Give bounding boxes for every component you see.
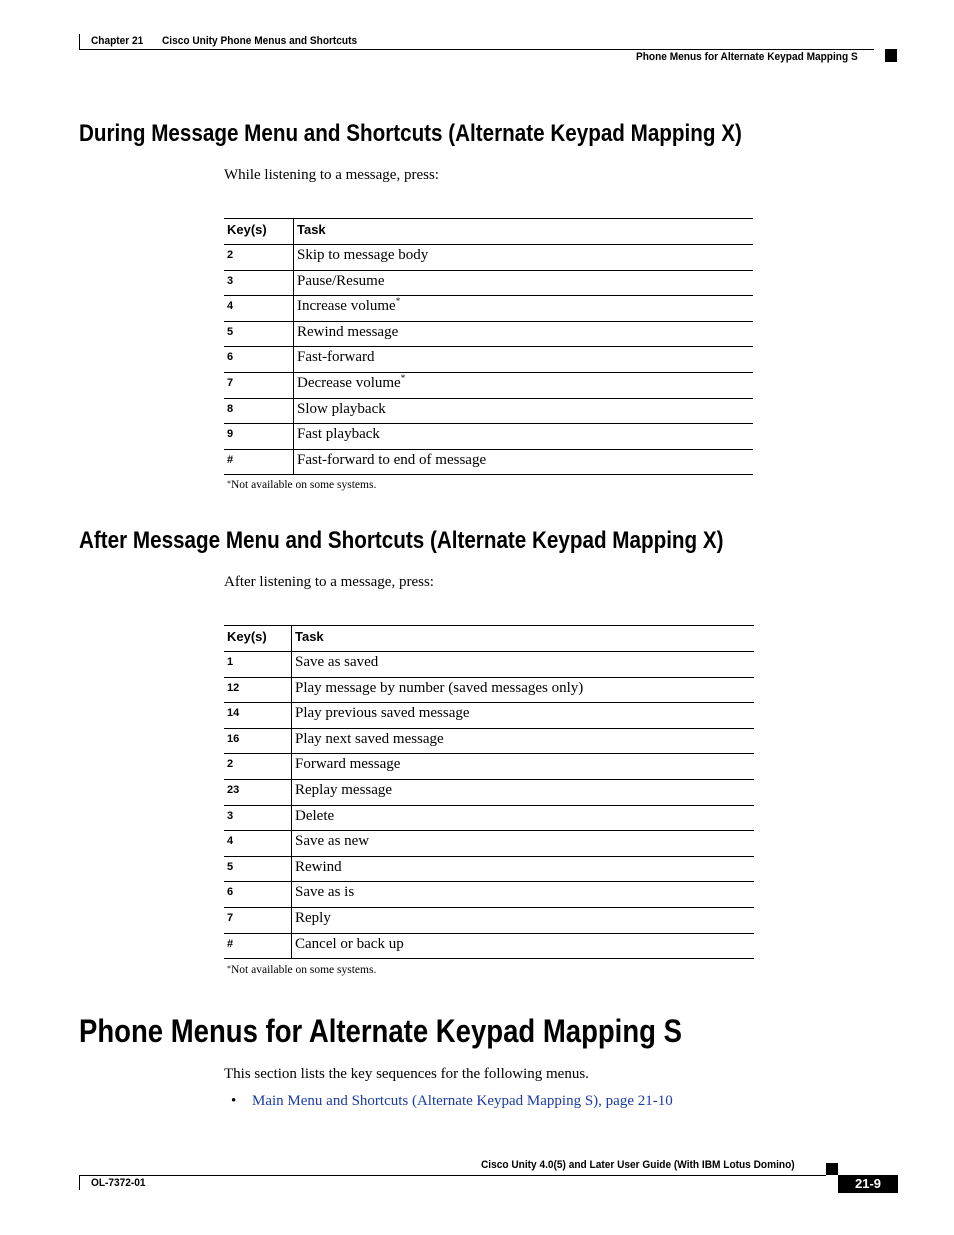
task-value: Increase volume* (297, 296, 401, 315)
section-intro-after-message: After listening to a message, press: (224, 574, 434, 590)
table-row (224, 805, 754, 831)
table-row (224, 245, 753, 271)
key-value: 16 (227, 732, 240, 745)
task-cell (292, 677, 755, 703)
key-cell (224, 321, 294, 347)
table-row (224, 754, 754, 780)
table-row (224, 449, 753, 475)
table-row (224, 907, 754, 933)
table-row (224, 779, 754, 805)
task-value: Play previous saved message (295, 705, 470, 722)
key-cell (224, 728, 292, 754)
key-cell (224, 831, 292, 857)
task-value: Save as is (295, 884, 355, 901)
key-cell (224, 424, 294, 450)
table-row (224, 856, 754, 882)
footer-guide-title: Cisco Unity 4.0(5) and Later User Guide (With IBM Lotus Domino) (481, 1159, 795, 1171)
page-number: 21-9 (838, 1175, 898, 1193)
key-value: 4 (227, 300, 234, 313)
section-intro-during-message: While listening to a message, press: (224, 167, 439, 183)
key-cell (224, 882, 292, 908)
footer-rule (79, 1175, 826, 1176)
table-row (224, 677, 754, 703)
header-chapter-title: Cisco Unity Phone Menus and Shortcuts (162, 35, 358, 47)
key-value: 6 (227, 886, 234, 899)
key-cell (224, 398, 294, 424)
task-cell (292, 856, 755, 882)
task-cell (292, 652, 755, 678)
table-row (224, 270, 753, 296)
footnote-after-message: *Not available on some systems. (227, 964, 377, 976)
main-menu-shortcuts-link[interactable]: Main Menu and Shortcuts (Alternate Keypad Mapping S), page 21-10 (252, 1093, 673, 1109)
key-cell (224, 347, 294, 373)
column-header-task: Task (294, 219, 754, 245)
key-cell (224, 245, 294, 271)
task-value: Slow playback (297, 400, 386, 417)
key-value: 7 (227, 911, 234, 924)
key-value: 5 (227, 860, 234, 873)
bullet-glyph: • (231, 1093, 237, 1109)
task-value: Play message by number (saved messages only) (295, 679, 584, 696)
during-message-table (224, 218, 753, 475)
task-cell (292, 703, 755, 729)
section-intro-keypad-s: This section lists the key sequences for the following menus. (224, 1066, 589, 1082)
task-cell (294, 347, 754, 373)
key-value: 8 (227, 402, 234, 415)
key-cell (224, 703, 292, 729)
key-value: 14 (227, 707, 240, 720)
task-value: Play next saved message (295, 730, 444, 747)
footer-rule-vertical (79, 1175, 80, 1190)
task-value: Fast playback (297, 426, 380, 443)
task-value: Replay message (295, 781, 393, 798)
table-row (224, 831, 754, 857)
task-cell (294, 270, 754, 296)
table-header-row (224, 626, 754, 652)
key-value: 3 (227, 809, 234, 822)
header-section-title: Phone Menus for Alternate Keypad Mapping S (636, 51, 858, 63)
task-cell (292, 779, 755, 805)
key-value: 2 (227, 249, 234, 261)
table-row (224, 296, 753, 322)
key-cell (224, 652, 292, 678)
key-value: 9 (227, 428, 234, 441)
task-value: Cancel or back up (295, 935, 404, 952)
task-value: Save as saved (295, 654, 379, 670)
header-block (885, 49, 897, 62)
task-value: Decrease volume* (297, 372, 406, 391)
task-value: Delete (295, 807, 335, 824)
column-header-keys: Key(s) (224, 626, 292, 652)
key-value: 2 (227, 758, 234, 771)
key-value: 6 (227, 351, 234, 364)
key-cell (224, 449, 294, 475)
task-cell (292, 728, 755, 754)
key-value: # (227, 453, 234, 466)
key-cell (224, 856, 292, 882)
after-message-table (224, 625, 754, 959)
table-row (224, 728, 754, 754)
footnote-during-message: *Not available on some systems. (227, 479, 377, 491)
section-heading-after-message: After Message Menu and Shortcuts (Alternate Keypad Mapping X) (79, 527, 724, 554)
key-value: 4 (227, 835, 234, 848)
table-row (224, 703, 754, 729)
header-chapter: Chapter 21 (91, 35, 144, 47)
footnote-marker: * (400, 372, 406, 383)
table-row (224, 882, 754, 908)
task-cell (292, 831, 755, 857)
task-cell (292, 933, 755, 959)
section-heading-keypad-s: Phone Menus for Alternate Keypad Mapping S (79, 1013, 682, 1049)
task-value: Save as new (295, 833, 370, 850)
task-cell (294, 398, 754, 424)
key-cell (224, 779, 292, 805)
task-cell (294, 449, 754, 475)
table-row (224, 652, 754, 678)
header-rule (79, 49, 874, 50)
section-heading-during-message: During Message Menu and Shortcuts (Alternate Keypad Mapping X) (79, 120, 742, 147)
task-value: Skip to message body (297, 247, 429, 263)
key-cell (224, 372, 294, 398)
footer-block (826, 1163, 838, 1175)
table-row (224, 321, 753, 347)
key-cell (224, 270, 294, 296)
key-value: 3 (227, 274, 234, 287)
task-cell (292, 907, 755, 933)
key-cell (224, 805, 292, 831)
task-value: Pause/Resume (297, 272, 385, 289)
task-value: Fast-forward to end of message (297, 451, 487, 468)
table-row (224, 424, 753, 450)
column-header-task: Task (292, 626, 755, 652)
task-cell (294, 424, 754, 450)
key-value: 7 (227, 376, 234, 389)
task-cell (294, 245, 754, 271)
task-value: Forward message (295, 756, 401, 773)
key-cell (224, 933, 292, 959)
key-cell (224, 296, 294, 322)
task-cell (294, 296, 754, 322)
key-cell (224, 677, 292, 703)
task-cell (292, 805, 755, 831)
header-rule-vertical (79, 34, 80, 49)
column-header-keys: Key(s) (224, 219, 294, 245)
task-cell (294, 321, 754, 347)
task-cell (292, 882, 755, 908)
footnote-marker: * (395, 296, 401, 307)
key-value: 23 (227, 783, 240, 796)
key-value: 1 (227, 656, 234, 668)
key-value: # (227, 937, 234, 950)
key-value: 5 (227, 325, 234, 338)
key-cell (224, 754, 292, 780)
task-cell (294, 372, 754, 398)
task-value: Reply (295, 909, 331, 926)
key-value: 12 (227, 681, 240, 694)
table-row (224, 398, 753, 424)
footer-doc-number: OL-7372-01 (91, 1177, 146, 1189)
key-cell (224, 907, 292, 933)
task-value: Fast-forward (297, 349, 375, 366)
table-row (224, 347, 753, 373)
table-header-row (224, 219, 753, 245)
table-row (224, 372, 753, 398)
table-row (224, 933, 754, 959)
task-value: Rewind (295, 858, 342, 875)
task-value: Rewind message (297, 323, 399, 340)
task-cell (292, 754, 755, 780)
